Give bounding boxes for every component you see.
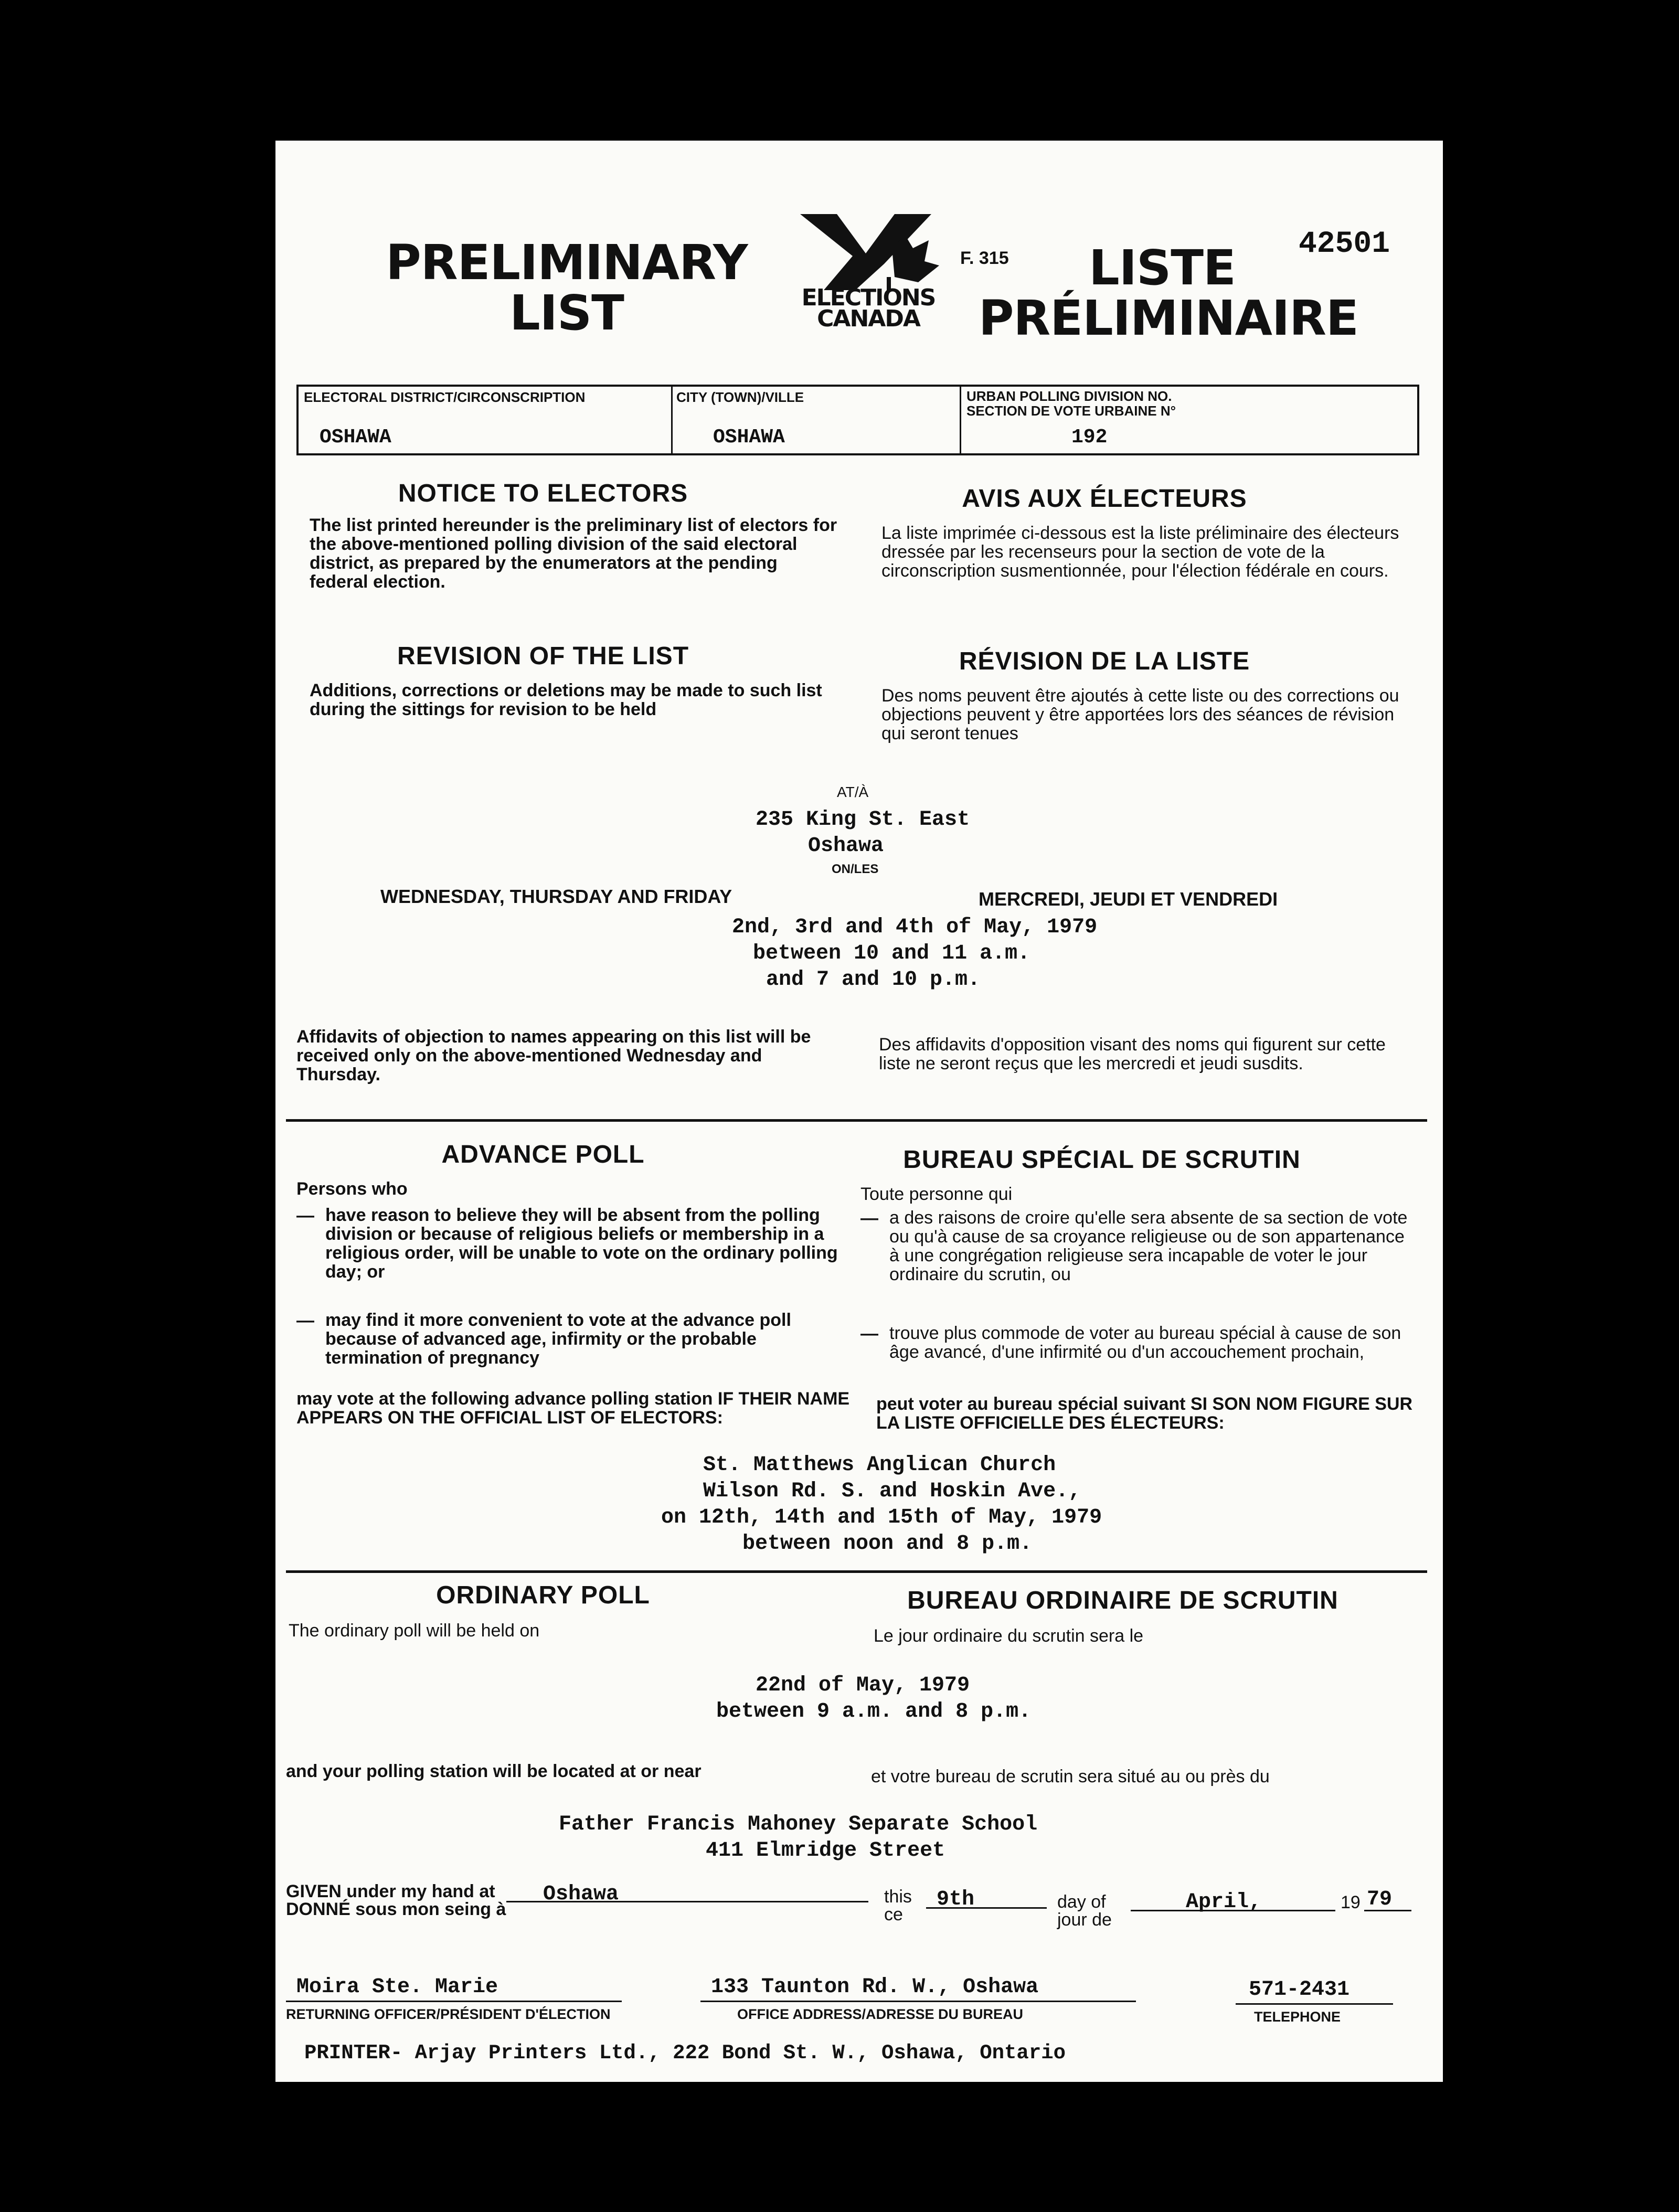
title-en — [365, 235, 769, 341]
officer-phone: 571-2431 — [1249, 1978, 1350, 2002]
dash-bullet: — — [860, 1208, 878, 1228]
section-divider — [286, 1570, 1427, 1573]
ordinary-held-fr: Le jour ordinaire du scrutin sera le — [874, 1626, 1144, 1646]
advance-item1-en-text: have reason to believe they will be absent from the polling division or because of religious beliefs or membership in a religious order, will be unable to vote on the ordinary polling day; or — [325, 1205, 838, 1282]
ordinary-heading-en: ORDINARY POLL — [436, 1581, 650, 1609]
signature-month: April, — [1186, 1890, 1262, 1914]
district-cell — [299, 387, 673, 453]
revision-text-fr: Des noms peuvent être ajoutés à cette liste ou des corrections ou objections peuvent y être apportées lors des séances de révision qui seront tenues — [881, 686, 1399, 743]
logo-text — [787, 284, 950, 332]
day-field-line — [926, 1907, 1047, 1909]
month-field-line — [1131, 1910, 1335, 1911]
officer-name: Moira Ste. Marie — [296, 1975, 498, 1999]
this-label-en: this — [884, 1887, 912, 1907]
advance-item1-en — [296, 1206, 853, 1281]
revision-text-en: Additions, corrections or deletions may be made to such list during the sittings for revision to be held — [310, 680, 822, 719]
advance-location-line1: St. Matthews Anglican Church — [703, 1453, 1056, 1477]
title-fr-line2: PRÉLIMINAIRE — [979, 290, 1358, 346]
form-code: F. 315 — [960, 248, 1009, 268]
officer-address: 133 Taunton Rd. W., Oshawa — [711, 1975, 1039, 1999]
this-label — [884, 1888, 912, 1923]
officer-name-label: RETURNING OFFICER/PRÉSIDENT D'ÉLECTION — [286, 2006, 611, 2022]
ordinary-heading-fr: BUREAU ORDINAIRE DE SCRUTIN — [907, 1587, 1338, 1614]
advance-intro-en: Persons who — [296, 1179, 408, 1199]
days-en: WEDNESDAY, THURSDAY AND FRIDAY — [380, 886, 732, 907]
notice-heading-en: NOTICE TO ELECTORS — [398, 480, 688, 507]
division-label-fr: SECTION DE VOTE URBAINE N° — [966, 403, 1176, 419]
advance-item2-fr — [860, 1324, 1417, 1362]
on-label: ON/LES — [832, 862, 879, 876]
officer-phone-label: TELEPHONE — [1254, 2009, 1341, 2025]
revision-dates-line1: 2nd, 3rd and 4th of May, 1979 — [732, 916, 1098, 939]
city-cell — [671, 387, 961, 453]
ordinary-held-en: The ordinary poll will be held on — [289, 1621, 540, 1641]
district-value: OSHAWA — [320, 426, 391, 449]
city-value: OSHAWA — [713, 426, 785, 449]
division-label-en: URBAN POLLING DIVISION NO. — [966, 388, 1172, 404]
year-suffix: 79 — [1367, 1888, 1393, 1911]
division-cell — [961, 387, 1418, 453]
advance-location-line4: between noon and 8 p.m. — [742, 1532, 1033, 1556]
revision-dates-line2: between 10 and 11 a.m. — [753, 942, 1030, 965]
title-en-line2: LIST — [509, 285, 624, 341]
logo-text-line1: ELECTIONS — [801, 284, 936, 311]
ordinary-station-line1: Father Francis Mahoney Separate School — [559, 1813, 1038, 1836]
ordinary-date-line1: 22nd of May, 1979 — [756, 1674, 970, 1697]
stamp-number: 42501 — [1299, 227, 1390, 261]
advance-closing-fr: peut voter au bureau spécial suivant SI SON NOM FIGURE SUR LA LISTE OFFICIELLE DES ÉLECTEURS: — [876, 1394, 1413, 1433]
affidavit-fr: Des affidavits d'opposition visant des noms qui figurent sur cette liste ne seront reçus que les mercredi et jeudi susdits. — [879, 1035, 1386, 1073]
at-label: AT/À — [837, 784, 869, 800]
advance-location-line2: Wilson Rd. S. and Hoskin Ave., — [703, 1480, 1081, 1503]
day-of-label-fr: jour de — [1057, 1910, 1112, 1930]
officer-address-label: OFFICE ADDRESS/ADRESSE DU BUREAU — [737, 2006, 1024, 2022]
signature-place: Oshawa — [543, 1883, 619, 1906]
ordinary-date-line2: between 9 a.m. and 8 p.m. — [716, 1700, 1032, 1724]
officer-phone-line — [1236, 2003, 1393, 2005]
place-field-line — [506, 1901, 868, 1902]
section-divider — [286, 1119, 1427, 1122]
given-label — [286, 1883, 506, 1918]
revision-address-line1: 235 King St. East — [756, 808, 970, 832]
info-table — [296, 385, 1419, 455]
notice-text-fr: La liste imprimée ci-dessous est la liste préliminaire des électeurs dressée par les recenseurs pour la section de vote de la circonscription susmentionnée, pour l'élection fédérale en cours. — [881, 523, 1399, 581]
revision-address-line2: Oshawa — [808, 834, 884, 858]
advance-item2-fr-text: trouve plus commode de voter au bureau spécial à cause de son âge avancé, d'une infirmité ou d'un accouchement prochain, — [889, 1323, 1401, 1362]
ordinary-station-en: and your polling station will be located at or near — [286, 1761, 702, 1781]
year-prefix: 19 — [1341, 1892, 1361, 1912]
revision-heading-en: REVISION OF THE LIST — [397, 642, 689, 670]
title-fr — [979, 240, 1358, 346]
revision-heading-fr: RÉVISION DE LA LISTE — [959, 647, 1250, 675]
signature-day: 9th — [937, 1888, 975, 1911]
title-fr-line1: LISTE — [1089, 240, 1236, 296]
advance-item2-en — [296, 1311, 853, 1367]
city-label: CITY (TOWN)/VILLE — [676, 389, 804, 405]
given-label-fr: DONNÉ sous mon seing à — [286, 1899, 506, 1919]
ordinary-station-fr: et votre bureau de scrutin sera situé au ou près du — [871, 1767, 1270, 1786]
division-value: 192 — [1071, 426, 1108, 449]
district-label: ELECTORAL DISTRICT/CIRCONSCRIPTION — [304, 389, 586, 405]
this-label-fr: ce — [884, 1905, 903, 1924]
advance-closing-en: may vote at the following advance polling station IF THEIR NAME APPEARS ON THE OFFICIAL LIST OF ELECTORS: — [296, 1389, 850, 1428]
advance-heading-fr: BUREAU SPÉCIAL DE SCRUTIN — [903, 1146, 1301, 1174]
officer-address-line — [700, 2001, 1136, 2002]
advance-intro-fr: Toute personne qui — [860, 1184, 1013, 1204]
logo-text-line2: CANADA — [817, 305, 920, 332]
affidavit-en: Affidavits of objection to names appearing on this list will be received only on the above-mentioned Wednesday and Thursday. — [296, 1027, 811, 1084]
ordinary-station-line2: 411 Elmridge Street — [706, 1839, 945, 1863]
dash-bullet: — — [296, 1311, 314, 1331]
dash-bullet: — — [860, 1324, 878, 1344]
advance-location-line3: on 12th, 14th and 15th of May, 1979 — [661, 1506, 1102, 1529]
maple-leaf-x-icon — [787, 204, 950, 293]
days-fr: MERCREDI, JEUDI ET VENDREDI — [979, 888, 1278, 910]
advance-item2-en-text: may find it more convenient to vote at the advance poll because of advanced age, infirmity or the probable termination of pregnancy — [325, 1310, 791, 1368]
notice-text-en: The list printed hereunder is the preliminary list of electors for the above-mentioned polling division of the said electoral district, as prepared by the enumerators at the pending federal election. — [310, 515, 837, 592]
year-field-line — [1364, 1910, 1411, 1911]
advance-item1-fr-text: a des raisons de croire qu'elle sera absente de sa section de vote ou qu'à cause de sa croyance religieuse ou de son appartenance à une congrégation religieuse sera incapable de voter le jour ordinaire du scrutin, ou — [889, 1208, 1408, 1284]
advance-item1-fr — [860, 1208, 1417, 1284]
given-label-en: GIVEN under my hand at — [286, 1881, 495, 1901]
advance-heading-en: ADVANCE POLL — [441, 1141, 645, 1168]
revision-dates-line3: and 7 and 10 p.m. — [766, 968, 981, 992]
elections-canada-logo — [787, 204, 950, 335]
title-en-line1: PRELIMINARY — [386, 235, 748, 291]
dash-bullet: — — [296, 1206, 314, 1226]
day-of-label — [1057, 1893, 1112, 1929]
officer-name-line — [286, 2001, 622, 2002]
notice-heading-fr: AVIS AUX ÉLECTEURS — [962, 485, 1247, 513]
form-sheet — [275, 141, 1443, 2082]
printer-line: PRINTER- Arjay Printers Ltd., 222 Bond St. W., Oshawa, Ontario — [304, 2041, 1066, 2065]
day-of-label-en: day of — [1057, 1892, 1106, 1912]
